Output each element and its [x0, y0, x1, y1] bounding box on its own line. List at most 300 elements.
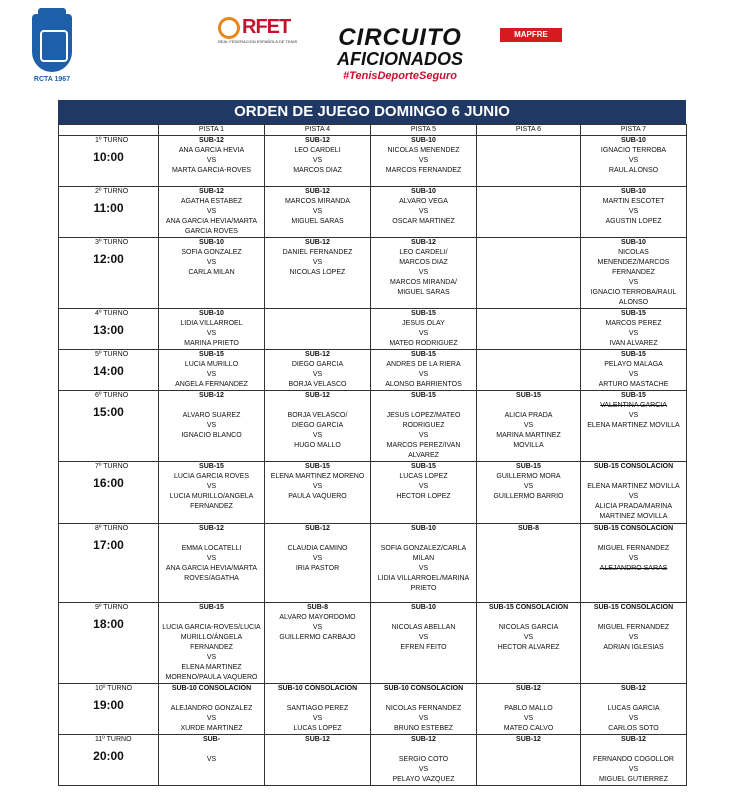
player-name: ROVES/AGATHA — [184, 575, 239, 582]
versus-label: VS — [312, 208, 323, 215]
player-name — [373, 745, 474, 755]
player-name: PELAYO VAZQUEZ — [392, 776, 455, 783]
match-cell — [265, 462, 371, 524]
turn-label: 4º TURNO — [95, 310, 129, 317]
player-name — [373, 401, 474, 411]
player-name: MURILLO/ÁNGELA — [180, 634, 243, 641]
player-name: ALEJANDRO GONZALEZ — [170, 705, 253, 712]
player-name: JESUS LOPEZ/MATEO — [386, 412, 461, 419]
category-label: SUB-10 — [621, 137, 646, 144]
versus-label: VS — [418, 766, 429, 773]
player-name: ALONSO BARRIENTOS — [385, 381, 462, 388]
turn-row — [59, 603, 687, 684]
player-name — [373, 694, 474, 704]
player-name: MIGUEL GUTIERREZ — [599, 776, 668, 783]
player-name: MARCOS MIRANDA — [285, 198, 350, 205]
category-label: SUB-12 — [305, 525, 330, 532]
match-cell — [477, 136, 581, 187]
player-name: PAULA VAQUERO — [288, 493, 347, 500]
player-name: HECTOR LOPEZ — [396, 493, 451, 500]
player-name: IRIA PASTOR — [295, 565, 340, 572]
schedule-table — [58, 124, 687, 786]
player-name: ELENA MARTINEZ MORENO — [270, 473, 365, 480]
match-cell — [581, 524, 687, 603]
category-label: SUB-10 — [411, 188, 436, 195]
player-name — [583, 745, 684, 755]
match-cell — [371, 603, 477, 684]
match-cell — [159, 684, 265, 735]
match-cell — [265, 238, 371, 309]
match-cell — [371, 524, 477, 603]
category-label: SUB-15 CONSOLACION — [593, 463, 674, 470]
player-name: MIGUEL SARAS — [397, 289, 450, 296]
category-label: SUB-15 — [621, 392, 646, 399]
turn-time: 13:00 — [93, 323, 124, 337]
player-name: ALVARO SUAREZ — [182, 412, 241, 419]
match-cell — [371, 309, 477, 350]
player-name: IVAN ALVAREZ — [609, 340, 658, 347]
match-cell — [371, 350, 477, 391]
turn-row — [59, 391, 687, 462]
player-name: ANA GARCIA HEVIA — [178, 147, 245, 154]
turn-cell — [59, 735, 159, 786]
player-name — [267, 694, 368, 704]
match-cell — [371, 187, 477, 238]
category-label: SUB-15 CONSOLACION — [488, 604, 569, 611]
turn-row — [59, 136, 687, 187]
player-name: IGNACIO BLANCO — [181, 432, 242, 439]
club-crest-icon — [32, 14, 72, 72]
turn-label: 5º TURNO — [95, 351, 129, 358]
category-label: SUB-15 — [621, 310, 646, 317]
player-name: MILAN — [412, 555, 435, 562]
player-name: RAUL ALONSO — [608, 167, 659, 174]
player-name: DIEGO GARCIA — [291, 361, 344, 368]
turn-label: 7º TURNO — [95, 463, 129, 470]
versus-label: VS — [418, 371, 429, 378]
turn-label: 10º TURNO — [95, 685, 133, 692]
player-name — [373, 534, 474, 544]
match-cell — [581, 684, 687, 735]
turn-cell — [59, 462, 159, 524]
circuito-line2: AFICIONADOS — [337, 49, 463, 69]
page-header — [0, 0, 745, 98]
category-label: SUB-8 — [306, 604, 328, 611]
player-name: MARTINEZ MOVILLA — [599, 513, 668, 520]
rfet-subtitle: REAL FEDERACIÓN ESPAÑOLA DE TENIS — [218, 39, 298, 44]
player-name — [479, 401, 578, 411]
player-name: MARCOS DIAZ — [293, 167, 342, 174]
player-name — [373, 613, 474, 623]
player-name: LUCAS LOPEZ — [399, 473, 448, 480]
circuito-logo — [300, 26, 500, 82]
player-name: MARINA MARTINEZ — [496, 432, 561, 439]
category-label: SUB-12 — [305, 392, 330, 399]
player-name: ELENA MARTINEZ — [181, 664, 242, 671]
player-name: ANGELA FERNANDEZ — [175, 381, 248, 388]
versus-label: VS — [628, 493, 639, 500]
player-name: MIGUEL SARAS — [291, 218, 344, 225]
player-name: PABLO MALLO — [504, 705, 553, 712]
category-label: SUB-12 — [411, 736, 436, 743]
player-name: MARINA PRIETO — [184, 340, 239, 347]
category-label: SUB-12 — [199, 525, 224, 532]
versus-label: VS — [523, 483, 534, 490]
player-name: ALVARO MAYORDOMO — [279, 614, 356, 621]
player-name — [161, 613, 262, 623]
category-label: SUB-10 CONSOLACION — [383, 685, 464, 692]
player-name: MARCOS FERNANDEZ — [385, 167, 462, 174]
player-name: ELENA MARTINEZ MOVILLA — [587, 422, 680, 429]
court-header: PISTA 5 — [371, 125, 477, 136]
turn-label: 3º TURNO — [95, 239, 129, 246]
rfet-text: RFET — [242, 16, 291, 38]
player-name: LEO CARDELI/ — [399, 249, 448, 256]
category-label: SUB-12 — [621, 685, 646, 692]
player-name — [161, 745, 262, 755]
category-label: SUB-10 CONSOLACION — [171, 685, 252, 692]
player-name: SANTIAGO PEREZ — [286, 705, 349, 712]
player-name: BORJA VELASCO/ — [287, 412, 348, 419]
versus-label: VS — [628, 555, 639, 562]
match-cell — [159, 309, 265, 350]
player-name: MATEO CALVO — [503, 725, 554, 732]
player-name: FERNANDEZ — [612, 269, 655, 276]
match-cell — [581, 136, 687, 187]
match-cell — [477, 524, 581, 603]
player-name: ALEJANDRO SARAS — [599, 565, 668, 572]
category-label: SUB- — [202, 736, 221, 743]
category-label: SUB-12 — [305, 239, 330, 246]
player-name — [267, 401, 368, 411]
player-name: MARCOS DIAZ — [399, 259, 448, 266]
turn-time: 18:00 — [93, 617, 124, 631]
turn-label: 11º TURNO — [95, 736, 132, 743]
player-name: GARCIA ROVES — [185, 228, 238, 235]
match-cell — [477, 462, 581, 524]
category-label: SUB-15 — [411, 392, 436, 399]
category-label: SUB-10 — [411, 604, 436, 611]
turn-cell — [59, 684, 159, 735]
turn-time: 10:00 — [93, 150, 124, 164]
versus-label: VS — [523, 634, 534, 641]
versus-label: VS — [628, 715, 639, 722]
player-name: NICOLAS MENENDEZ — [387, 147, 460, 154]
player-name — [161, 694, 262, 704]
player-name: LIDIA VILLARROEL — [180, 320, 243, 327]
court-header: PISTA 6 — [477, 125, 581, 136]
category-label: SUB-12 — [305, 736, 330, 743]
player-name: LEO CARDELI — [294, 147, 341, 154]
player-name: DANIEL FERNANDEZ — [282, 249, 353, 256]
category-label: SUB-12 — [621, 736, 646, 743]
player-name: FERNANDO COGOLLOR — [593, 756, 674, 763]
match-cell — [477, 735, 581, 786]
player-name: MARTA GARCIA-ROVES — [171, 167, 252, 174]
versus-label: VS — [628, 157, 639, 164]
versus-label: VS — [312, 432, 323, 439]
match-cell — [265, 735, 371, 786]
match-cell — [477, 603, 581, 684]
player-name: LUCIA MURILLO — [184, 361, 239, 368]
versus-label: VS — [418, 269, 429, 276]
turn-row — [59, 350, 687, 391]
player-name: LUCIA MURILLO/ANGELA — [169, 493, 254, 500]
category-label: SUB-15 — [411, 463, 436, 470]
match-cell — [159, 391, 265, 462]
turn-row — [59, 524, 687, 603]
player-name: GUILLERMO BARRIO — [493, 493, 564, 500]
versus-label: VS — [312, 555, 323, 562]
player-name: MIGUEL FERNANDEZ — [597, 624, 670, 631]
match-cell — [265, 187, 371, 238]
sponsor-logo: MAPFRE — [500, 28, 562, 42]
turn-label: 9º TURNO — [95, 604, 129, 611]
match-cell — [265, 136, 371, 187]
versus-label: VS — [628, 634, 639, 641]
match-cell — [581, 350, 687, 391]
versus-label: VS — [206, 330, 217, 337]
player-name: SOFIA GONZALEZ/CARLA — [380, 545, 467, 552]
match-cell — [265, 524, 371, 603]
category-label: SUB-15 — [516, 463, 541, 470]
category-label: SUB-10 — [199, 239, 224, 246]
turn-label: 8º TURNO — [95, 525, 129, 532]
versus-label: VS — [206, 555, 217, 562]
match-cell — [371, 391, 477, 462]
court-header: PISTA 7 — [581, 125, 687, 136]
match-cell — [371, 735, 477, 786]
versus-label: VS — [628, 412, 639, 419]
player-name: ALONSO — [618, 299, 649, 306]
player-name: ANA GARCIA HEVIA/MARTA — [165, 565, 258, 572]
versus-label: VS — [628, 371, 639, 378]
category-label: SUB-12 — [516, 736, 541, 743]
player-name: GUILLERMO CARBAJO — [279, 634, 356, 641]
player-name: IGNACIO TERROBA/RAUL — [590, 289, 677, 296]
player-name — [161, 401, 262, 411]
player-name: GUILLERMO MORA — [496, 473, 561, 480]
turn-time: 19:00 — [93, 698, 124, 712]
match-cell — [159, 136, 265, 187]
match-cell — [581, 603, 687, 684]
player-name: ELENA MARTINEZ MOVILLA — [587, 483, 680, 490]
player-name: PRIETO — [410, 585, 437, 592]
player-name: BRUNO ESTEBEZ — [393, 725, 454, 732]
turn-time: 14:00 — [93, 364, 124, 378]
player-name: ALICIA PRADA — [504, 412, 553, 419]
match-cell — [265, 309, 371, 350]
turn-time: 16:00 — [93, 476, 124, 490]
versus-label: VS — [418, 157, 429, 164]
category-label: SUB-8 — [517, 525, 539, 532]
match-cell — [581, 187, 687, 238]
versus-label: VS — [628, 279, 639, 286]
player-name: VALENTINA GARCIA — [600, 402, 667, 409]
player-name: MARCOS MIRANDA/ — [390, 279, 457, 286]
versus-label: VS — [418, 208, 429, 215]
player-name: SOFIA GONZALEZ — [181, 249, 242, 256]
player-name: MIGUEL FERNANDEZ — [597, 545, 670, 552]
turn-cell — [59, 603, 159, 684]
player-name: LIDIA VILLARROEL/MARINA — [377, 575, 470, 582]
turn-time: 17:00 — [93, 538, 124, 552]
player-name: MARTIN ESCOTET — [602, 198, 665, 205]
match-cell — [371, 684, 477, 735]
turn-row — [59, 735, 687, 786]
versus-label: VS — [206, 157, 217, 164]
player-name: MARCOS PEREZ/IVAN — [386, 442, 461, 449]
category-label: SUB-12 — [516, 685, 541, 692]
turn-row — [59, 238, 687, 309]
versus-label: VS — [523, 422, 534, 429]
court-header: PISTA 4 — [265, 125, 371, 136]
category-label: SUB-12 — [305, 351, 330, 358]
player-name: IGNACIO TERROBA — [600, 147, 667, 154]
player-name: LUCAS LOPEZ — [293, 725, 342, 732]
category-label: SUB-12 — [199, 188, 224, 195]
player-name: NICOLAS LOPEZ — [289, 269, 346, 276]
player-name: ANA GARCIA HEVIA/MARTA — [165, 218, 258, 225]
match-cell — [159, 350, 265, 391]
turn-time: 15:00 — [93, 405, 124, 419]
versus-label: VS — [206, 259, 217, 266]
category-label: SUB-10 — [411, 525, 436, 532]
match-cell — [265, 391, 371, 462]
turn-cell — [59, 391, 159, 462]
category-label: SUB-15 — [199, 351, 224, 358]
turn-time: 11:00 — [93, 201, 124, 215]
match-cell — [159, 603, 265, 684]
player-name — [583, 613, 684, 623]
rfet-ball-icon — [218, 17, 240, 39]
category-label: SUB-12 — [305, 188, 330, 195]
match-cell — [477, 309, 581, 350]
turn-label: 2º TURNO — [95, 188, 129, 195]
category-label: SUB-15 CONSOLACION — [593, 525, 674, 532]
player-name: EFREN FEITO — [400, 644, 447, 651]
turn-time: 20:00 — [93, 749, 124, 763]
player-name: SERGIO COTO — [398, 756, 449, 763]
player-name: MORENO/PAULA VAQUERO — [165, 674, 258, 681]
player-name: MARCOS PEREZ — [605, 320, 662, 327]
player-name — [583, 534, 684, 544]
match-cell — [581, 309, 687, 350]
category-label: SUB-10 — [621, 239, 646, 246]
player-name: HUGO MALLO — [294, 442, 341, 449]
category-label: SUB-12 — [411, 239, 436, 246]
rfet-logo — [218, 16, 298, 44]
versus-label: VS — [418, 330, 429, 337]
turn-cell — [59, 524, 159, 603]
match-cell — [581, 462, 687, 524]
player-name: MATEO RODRIGUEZ — [389, 340, 458, 347]
versus-label: VS — [206, 756, 217, 763]
versus-label: VS — [312, 371, 323, 378]
player-name: AGUSTIN LOPEZ — [605, 218, 662, 225]
versus-label: VS — [418, 483, 429, 490]
player-name: NICOLAS ABELLAN — [391, 624, 456, 631]
match-cell — [159, 187, 265, 238]
player-name — [267, 534, 368, 544]
category-label: SUB-15 — [199, 604, 224, 611]
player-name: PELAYO MALAGA — [604, 361, 663, 368]
turn-row — [59, 462, 687, 524]
player-name: BORJA VELASCO — [288, 381, 347, 388]
player-name: DIEGO GARCIA — [291, 422, 344, 429]
player-name: LUCIA GARCIA-ROVES/LUCIA — [162, 624, 261, 631]
category-label: SUB-15 — [199, 463, 224, 470]
match-cell — [477, 684, 581, 735]
category-label: SUB-10 — [621, 188, 646, 195]
match-cell — [159, 524, 265, 603]
player-name: ALICIA PRADA/MARINA — [594, 503, 673, 510]
category-label: SUB-15 — [516, 392, 541, 399]
versus-label: VS — [418, 565, 429, 572]
player-name — [583, 472, 684, 482]
turn-time: 12:00 — [93, 252, 124, 266]
match-cell — [581, 735, 687, 786]
versus-label: VS — [206, 654, 217, 661]
match-cell — [477, 187, 581, 238]
page-title: ORDEN DE JUEGO DOMINGO 6 JUNIO — [58, 100, 686, 124]
match-cell — [265, 603, 371, 684]
versus-label: VS — [418, 432, 429, 439]
court-header-row — [59, 125, 687, 136]
player-name: EMMA LOCATELLI — [181, 545, 242, 552]
player-name: ALVARO VEGA — [399, 198, 448, 205]
match-cell — [477, 350, 581, 391]
turn-cell — [59, 238, 159, 309]
player-name: OSCAR MARTINEZ — [392, 218, 455, 225]
club-name: RCTA 1967 — [33, 76, 71, 83]
match-cell — [477, 238, 581, 309]
player-name: MOVILLA — [513, 442, 544, 449]
player-name — [479, 613, 578, 623]
versus-label: VS — [418, 715, 429, 722]
versus-label: VS — [418, 634, 429, 641]
player-name: FERNANDEZ — [190, 503, 233, 510]
hashtag: #TenisDeporteSeguro — [343, 70, 457, 82]
versus-label: VS — [206, 208, 217, 215]
turn-cell — [59, 187, 159, 238]
versus-label: VS — [628, 766, 639, 773]
circuito-line1: CIRCUITO — [338, 24, 462, 51]
match-cell — [581, 391, 687, 462]
category-label: SUB-12 — [199, 137, 224, 144]
player-name: XURDE MARTINEZ — [180, 725, 243, 732]
category-label: SUB-15 — [411, 351, 436, 358]
category-label: SUB-15 — [621, 351, 646, 358]
turn-cell — [59, 309, 159, 350]
player-name: NICOLAS — [618, 249, 649, 256]
versus-label: VS — [312, 624, 323, 631]
player-name: LUCIA GARCIA ROVES — [173, 473, 250, 480]
player-name: NICOLAS GARCIA — [498, 624, 559, 631]
match-cell — [159, 735, 265, 786]
match-cell — [371, 238, 477, 309]
versus-label: VS — [628, 330, 639, 337]
versus-label: VS — [312, 715, 323, 722]
player-name: ALVAREZ — [408, 452, 439, 459]
player-name: LUCAS GARCIA — [607, 705, 660, 712]
versus-label: VS — [312, 483, 323, 490]
category-label: SUB-12 — [305, 137, 330, 144]
versus-label: VS — [523, 715, 534, 722]
turn-cell — [59, 350, 159, 391]
player-name: ADRIAN IGLESIAS — [603, 644, 664, 651]
category-label: SUB-15 — [411, 310, 436, 317]
